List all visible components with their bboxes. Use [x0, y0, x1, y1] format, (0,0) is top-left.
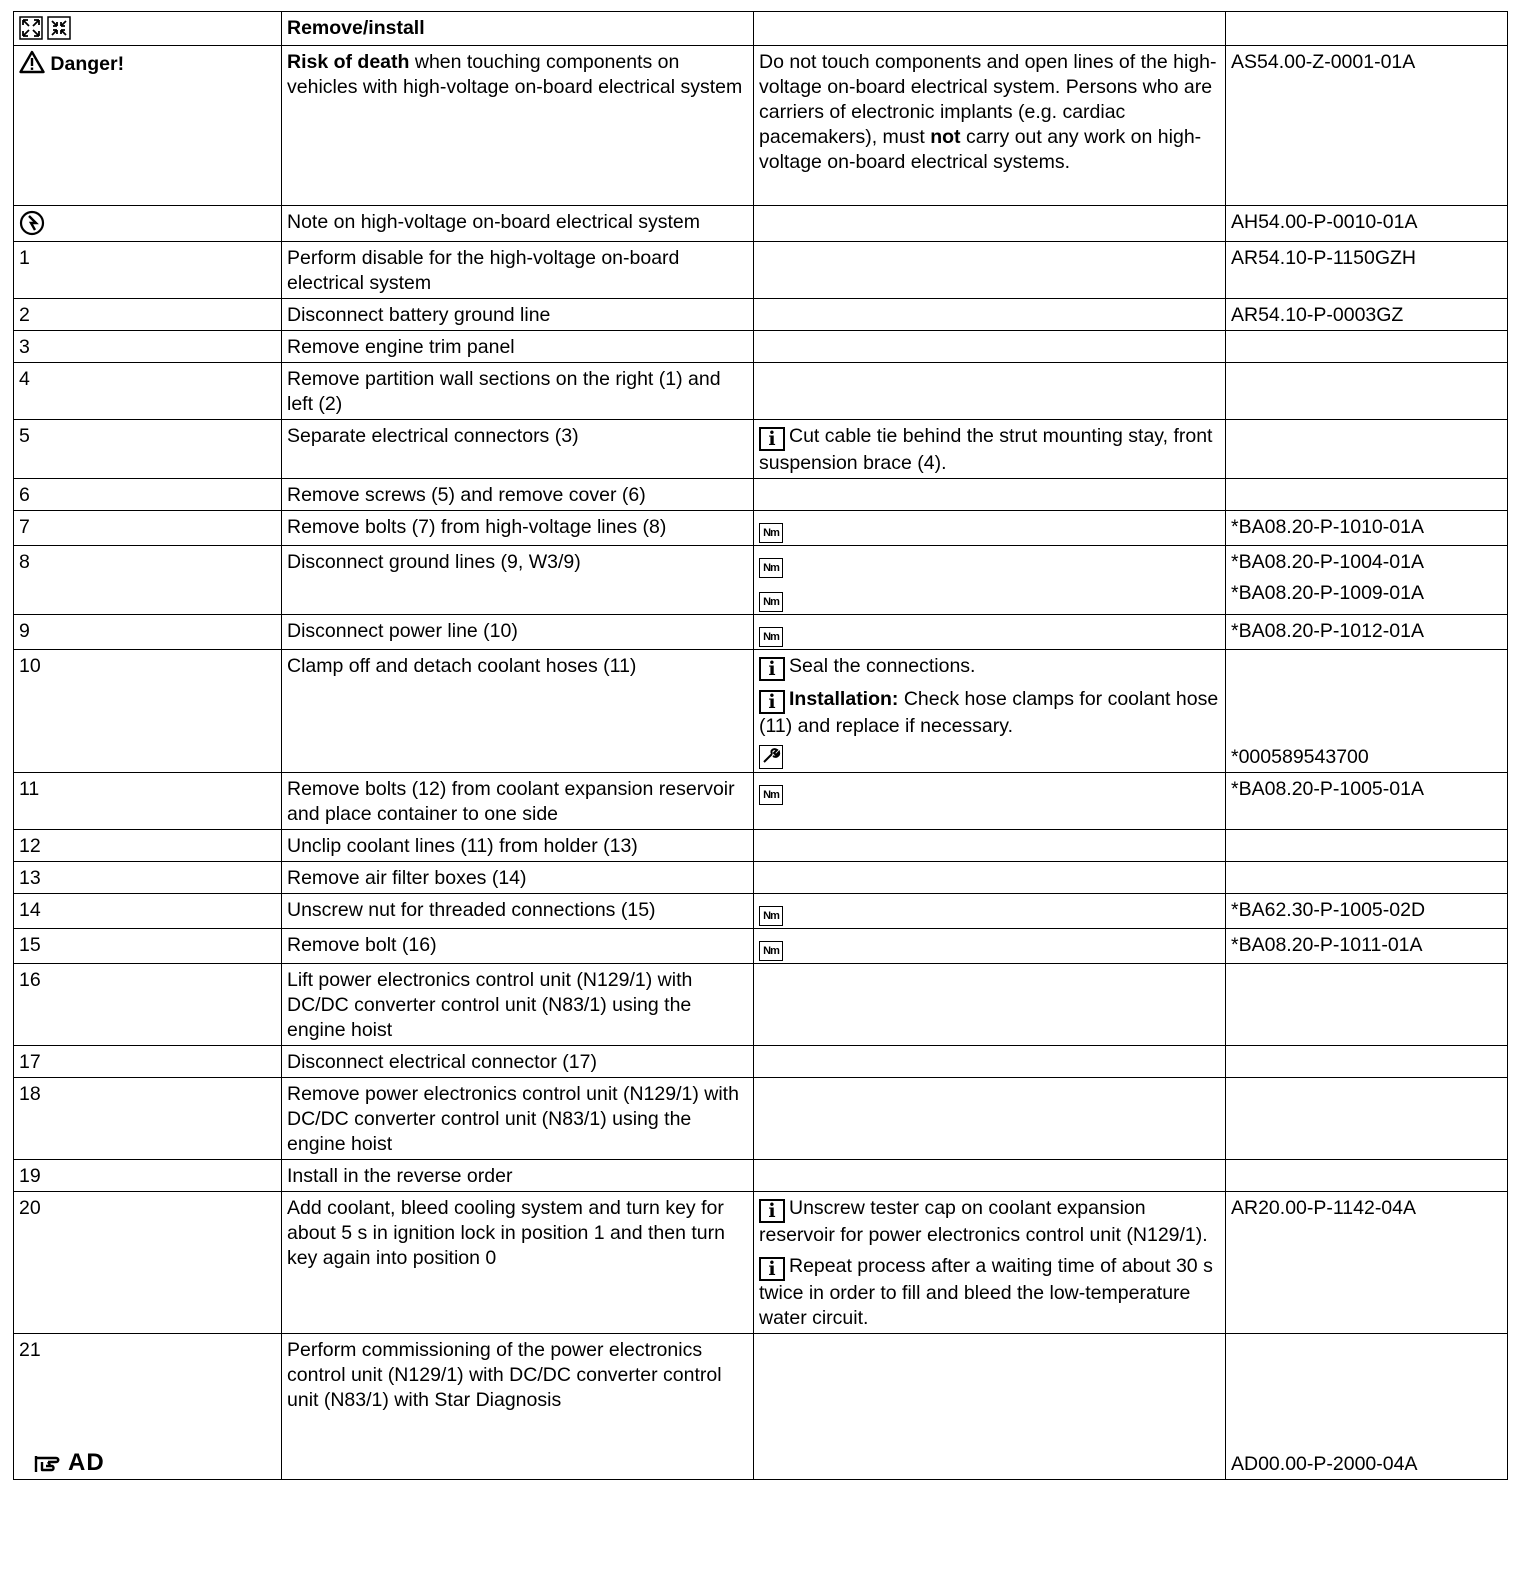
step-ref-link[interactable]: *BA08.20-P-1004-01A	[1231, 551, 1424, 573]
step-row	[14, 363, 1508, 420]
step-number: 6	[14, 479, 282, 511]
step-ref-link[interactable]: AR20.00-P-1142-04A	[1226, 1192, 1508, 1334]
danger-instruction: Do not touch components and open lines of the high-voltage on-board electrical system. Persons who are carriers of electronic implants (e.g. cardiac pacemakers), must not carry out any work on high-voltage on-board electrical systems.	[754, 46, 1226, 206]
step-row	[14, 773, 1508, 830]
step-ref-link[interactable]: *BA08.20-P-1005-01A	[1226, 773, 1508, 830]
torque-icon[interactable]: Nm	[759, 523, 783, 543]
step-text: Remove bolts (7) from high-voltage lines (8)	[282, 511, 754, 546]
info-text: Unscrew tester cap on coolant expansion reservoir for power electronics control unit (N129/1).	[759, 1197, 1208, 1246]
step-text: Disconnect battery ground line	[282, 299, 754, 331]
step-number: 5	[14, 420, 282, 479]
step-text: Clamp off and detach coolant hoses (11)	[282, 650, 754, 773]
torque-icon[interactable]: Nm	[759, 906, 783, 926]
step-number: 10	[14, 650, 282, 773]
step-row	[14, 479, 1508, 511]
step-number: 12	[14, 830, 282, 862]
info-icon: i	[759, 690, 785, 714]
step-number: 9	[14, 615, 282, 650]
info-text: Seal the connections.	[789, 655, 976, 677]
step-number: 13	[14, 862, 282, 894]
step-text: Disconnect electrical connector (17)	[282, 1046, 754, 1078]
step-ref-link[interactable]: AR54.10-P-0003GZ	[1226, 299, 1508, 331]
info-icon: i	[759, 427, 785, 451]
step-number: 11	[14, 773, 282, 830]
note-text: Note on high-voltage on-board electrical system	[282, 206, 754, 242]
expand-view-icon[interactable]	[19, 16, 71, 40]
step-row	[14, 1046, 1508, 1078]
step-number: 8	[14, 546, 282, 615]
step-row	[14, 929, 1508, 964]
step-ref-link[interactable]: *BA08.20-P-1011-01A	[1226, 929, 1508, 964]
step-ref-link[interactable]: *BA08.20-P-1009-01A	[1231, 582, 1424, 604]
step-text: Remove bolt (16)	[282, 929, 754, 964]
step-ref-link[interactable]: AD00.00-P-2000-04A	[1231, 1453, 1418, 1475]
step-row	[14, 894, 1508, 929]
step-number: 1	[14, 242, 282, 299]
step-text: Perform commissioning of the power electronics control unit (N129/1) with DC/DC converter control unit (N83/1) with Star Diagnosis	[282, 1334, 754, 1480]
torque-icon[interactable]: Nm	[759, 558, 783, 578]
warning-triangle-icon	[19, 50, 45, 74]
step-text: Remove engine trim panel	[282, 331, 754, 363]
step-ref-link[interactable]: AR54.10-P-1150GZH	[1226, 242, 1508, 299]
step-number: 4	[14, 363, 282, 420]
torque-icon[interactable]: Nm	[759, 592, 783, 612]
step-text: Remove power electronics control unit (N129/1) with DC/DC converter control unit (N83/1) using the engine hoist	[282, 1078, 754, 1160]
torque-icon[interactable]: Nm	[759, 941, 783, 961]
step-number: 20	[14, 1192, 282, 1334]
info-icon: i	[759, 1257, 785, 1281]
torque-icon[interactable]: Nm	[759, 785, 783, 805]
step-text: Disconnect ground lines (9, W3/9)	[282, 546, 754, 615]
danger-cell	[14, 46, 282, 206]
step-number: 15	[14, 929, 282, 964]
view-toggle-cell	[14, 12, 282, 46]
step-row	[14, 1078, 1508, 1160]
step-text: Disconnect power line (10)	[282, 615, 754, 650]
step-ref-link[interactable]: *BA08.20-P-1010-01A	[1226, 511, 1508, 546]
step-number: 16	[14, 964, 282, 1046]
step-row	[14, 830, 1508, 862]
step-row	[14, 511, 1508, 546]
special-tool-icon[interactable]	[759, 745, 783, 769]
step-text: Remove partition wall sections on the right (1) and left (2)	[282, 363, 754, 420]
step-number: 2	[14, 299, 282, 331]
info-icon: i	[759, 657, 785, 681]
step-text: Perform disable for the high-voltage on-board electrical system	[282, 242, 754, 299]
step-text: Lift power electronics control unit (N129/1) with DC/DC converter control unit (N83/1) using the engine hoist	[282, 964, 754, 1046]
step-row	[14, 242, 1508, 299]
header-row	[14, 12, 1508, 46]
step-row	[14, 420, 1508, 479]
step-text: Remove bolts (12) from coolant expansion reservoir and place container to one side	[282, 773, 754, 830]
step-text: Remove screws (5) and remove cover (6)	[282, 479, 754, 511]
step-text: Remove air filter boxes (14)	[282, 862, 754, 894]
step-row	[14, 331, 1508, 363]
step-text: Install in the reverse order	[282, 1160, 754, 1192]
torque-icon[interactable]: Nm	[759, 627, 783, 647]
info-text: Cut cable tie behind the strut mounting stay, front suspension brace (4).	[759, 425, 1213, 474]
tool-ref-link[interactable]: *000589543700	[1231, 746, 1369, 768]
step-row	[14, 1334, 1508, 1480]
step-number: 7	[14, 511, 282, 546]
step-row	[14, 546, 1508, 615]
step-row	[14, 1192, 1508, 1334]
step-ref-link[interactable]: *BA08.20-P-1012-01A	[1226, 615, 1508, 650]
step-row	[14, 1160, 1508, 1192]
danger-ref-link[interactable]: AS54.00-Z-0001-01A	[1226, 46, 1508, 206]
step-number: 18	[14, 1078, 282, 1160]
step-number: 19	[14, 1160, 282, 1192]
step-text: Separate electrical connectors (3)	[282, 420, 754, 479]
step-ref-link[interactable]: *BA62.30-P-1005-02D	[1226, 894, 1508, 929]
step-text: Unclip coolant lines (11) from holder (13)	[282, 830, 754, 862]
note-ref-link[interactable]: AH54.00-P-0010-01A	[1226, 206, 1508, 242]
step-text: Unscrew nut for threaded connections (15)	[282, 894, 754, 929]
step-number: 3	[14, 331, 282, 363]
step-row	[14, 615, 1508, 650]
danger-label: Danger!	[50, 53, 125, 75]
step-row	[14, 862, 1508, 894]
info-icon: i	[759, 1199, 785, 1223]
pointing-hand-icon	[34, 1452, 68, 1474]
danger-description: Risk of death when touching components on vehicles with high-voltage on-board electrical system	[282, 46, 754, 206]
step-number: 17	[14, 1046, 282, 1078]
step-number: 14	[14, 894, 282, 929]
step-text: Add coolant, bleed cooling system and turn key for about 5 s in ignition lock in position 1 and then turn key again into position 0	[282, 1192, 754, 1334]
step-row: 10 Clamp off and detach coolant hoses (11) i Seal the connections. i Installation: Check hose clamps for coolant hose (11) and replace if necessary. *000589543700	[14, 650, 1508, 773]
procedure-table	[13, 11, 1508, 1480]
danger-row	[14, 46, 1508, 206]
step-row	[14, 964, 1508, 1046]
info-text: Repeat process after a waiting time of about 30 s twice in order to fill and bleed the low-temperature water circuit.	[759, 1255, 1213, 1329]
ad-marker: AD	[34, 1450, 105, 1475]
high-voltage-note-icon	[19, 210, 45, 236]
note-row	[14, 206, 1508, 242]
step-row	[14, 299, 1508, 331]
step-number: 21	[19, 1339, 41, 1361]
page-title: Remove/install	[282, 12, 754, 46]
